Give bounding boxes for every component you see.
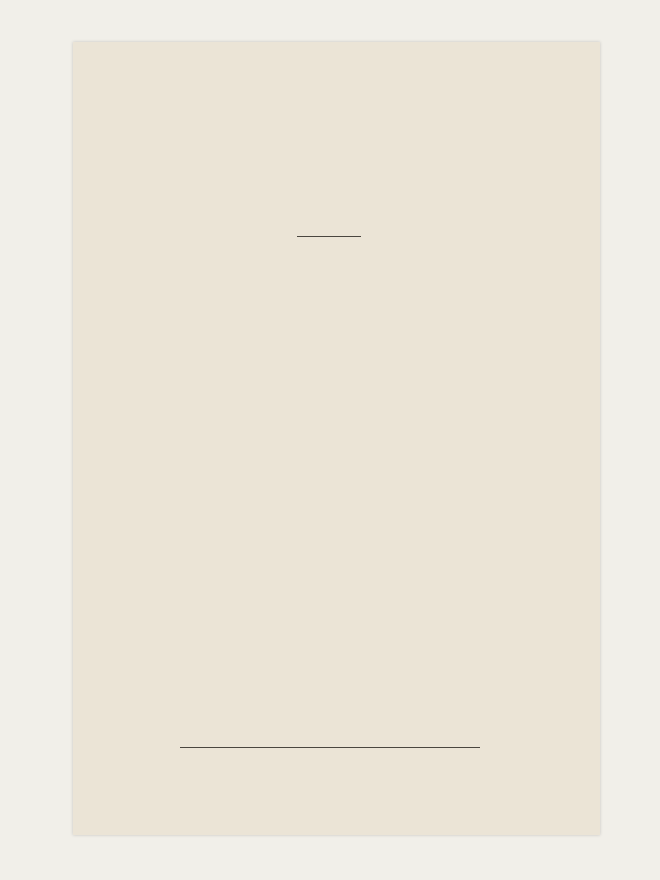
divider-long — [180, 747, 480, 748]
document-page — [73, 42, 600, 835]
divider-short — [297, 236, 361, 237]
